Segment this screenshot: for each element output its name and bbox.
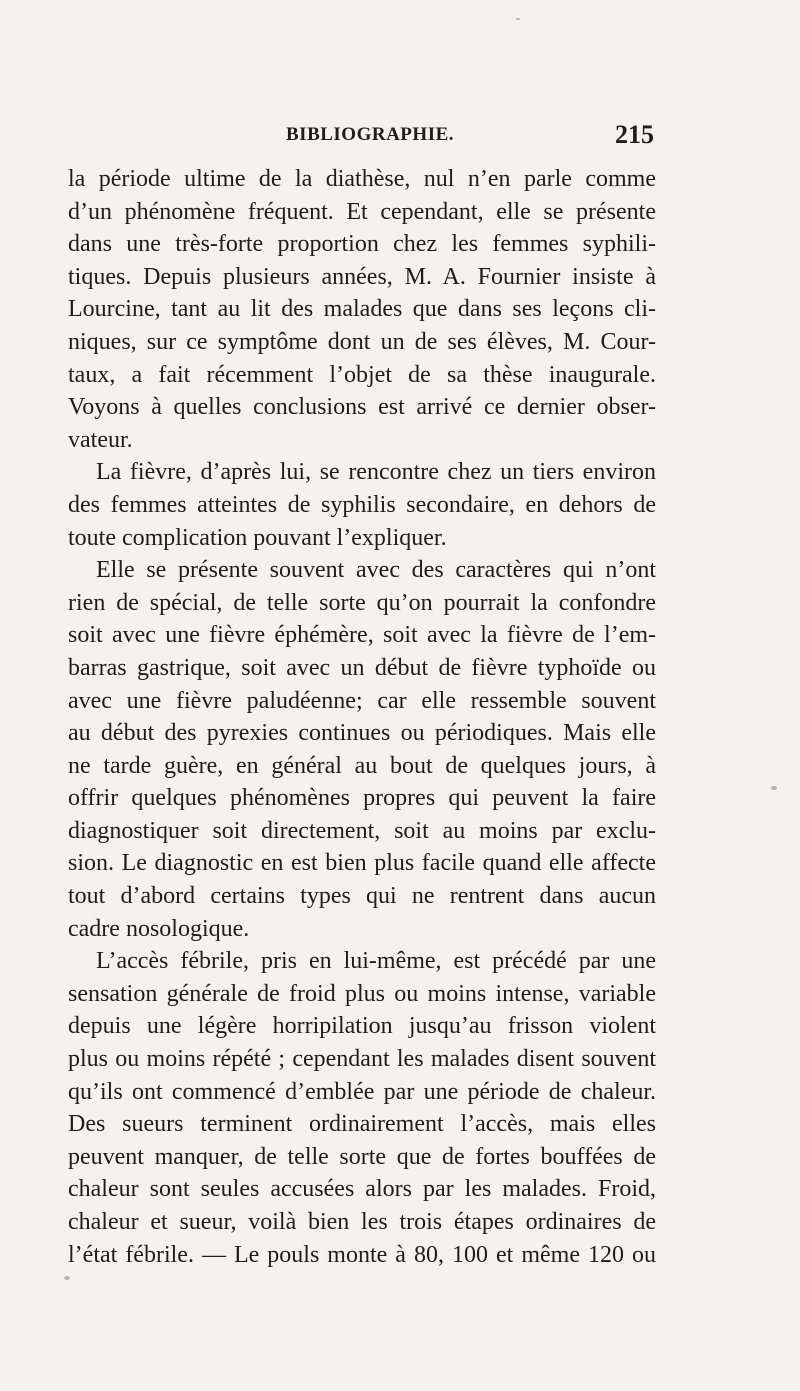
text-line: chaleur sont seules accusées alors par les malades. Froid,	[68, 1176, 656, 1203]
paper-spot	[771, 786, 777, 790]
text-line: Lourcine, tant au lit des malades que dans ses leçons cli-	[68, 296, 656, 323]
text-line: chaleur et sueur, voilà bien les trois étapes ordinaires de	[68, 1209, 656, 1235]
text-line: l’état fébrile. — Le pouls monte à 80, 100 et même 120 ou	[68, 1241, 656, 1268]
text-line: d’un phénomène fréquent. Et cependant, elle se présente	[68, 198, 656, 225]
text-line: dans une très-forte proportion chez les femmes syphili-	[68, 231, 656, 258]
text-line: soit avec une fièvre éphémère, soit avec la fièvre de l’em-	[68, 622, 656, 649]
text-line: taux, a fait récemment l’objet de sa thèse inaugurale.	[68, 361, 656, 388]
text-line: tout d’abord certains types qui ne rentrent dans aucun	[68, 883, 656, 910]
body-text	[68, 163, 656, 1271]
text-line: qu’ils ont commencé d’emblée par une période de chaleur.	[68, 1078, 656, 1105]
text-line: offrir quelques phénomènes propres qui peuvent la faire	[68, 785, 656, 812]
text-line: peuvent manquer, de telle sorte que de fortes bouffées de	[68, 1143, 656, 1170]
text-line: Voyons à quelles conclusions est arrivé ce dernier obser-	[68, 394, 656, 421]
text-line: au début des pyrexies continues ou périodiques. Mais elle	[68, 720, 656, 747]
paper-spot	[64, 1276, 70, 1280]
text-line: niques, sur ce symptôme dont un de ses élèves, M. Cour-	[68, 328, 656, 355]
text-line: plus ou moins répété ; cependant les malades disent souvent	[68, 1046, 656, 1073]
paper-spot	[516, 18, 520, 20]
page-header	[68, 120, 656, 158]
text-line: diagnostiquer soit directement, soit au moins par exclu-	[68, 817, 656, 844]
paragraph-first-line: Elle se présente souvent avec des caractères qui n’ont	[96, 557, 656, 584]
text-line: vateur.	[68, 426, 133, 453]
text-line: rien de spécial, de telle sorte qu’on pourrait la confondre	[68, 589, 656, 616]
text-line: sion. Le diagnostic en est bien plus facile quand elle affecte	[68, 850, 656, 877]
paragraph-first-line: La fièvre, d’après lui, se rencontre chez un tiers environ	[96, 459, 656, 486]
text-line: barras gastrique, soit avec un début de fièvre typhoïde ou	[68, 654, 656, 681]
page-number: 215	[615, 120, 654, 149]
text-line: depuis une légère horripilation jusqu’au frisson violent	[68, 1013, 656, 1040]
running-title: BIBLIOGRAPHIE.	[286, 124, 455, 145]
text-line: ne tarde guère, en général au bout de quelques jours, à	[68, 752, 656, 779]
text-line: sensation générale de froid plus ou moins intense, variable	[68, 980, 656, 1007]
text-line: tiques. Depuis plusieurs années, M. A. Fournier insiste à	[68, 263, 656, 290]
text-line: des femmes atteintes de syphilis secondaire, en dehors de	[68, 491, 656, 518]
text-line: toute complication pouvant l’expliquer.	[68, 524, 447, 551]
paragraph-first-line: L’accès fébrile, pris en lui-même, est précédé par une	[96, 948, 656, 975]
text-line: avec une fièvre paludéenne; car elle ressemble souvent	[68, 687, 656, 714]
text-line: cadre nosologique.	[68, 915, 250, 942]
text-line: Des sueurs terminent ordinairement l’accès, mais elles	[68, 1111, 656, 1138]
text-line: la période ultime de la diathèse, nul n’en parle comme	[68, 166, 656, 192]
